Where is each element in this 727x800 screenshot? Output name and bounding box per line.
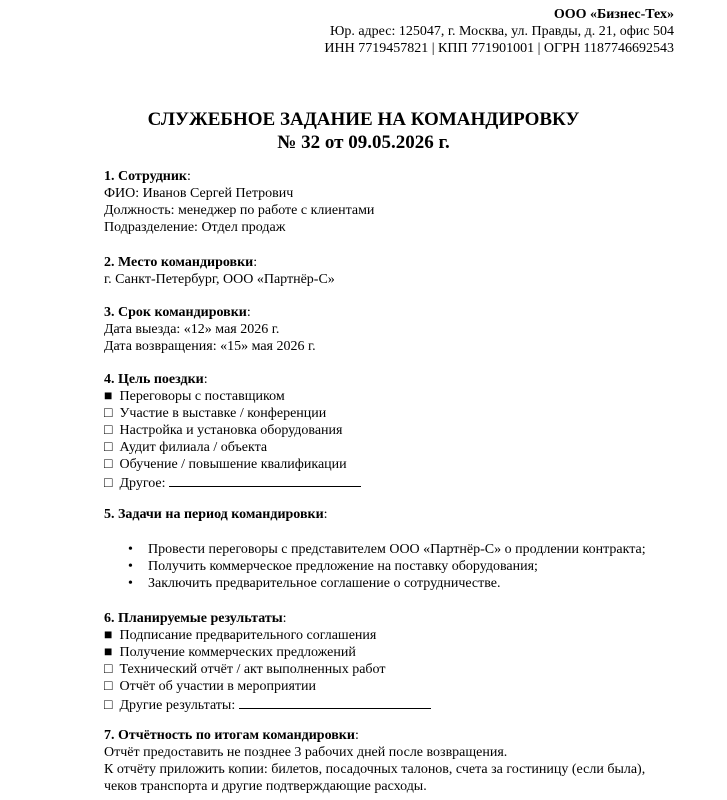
purpose-item: □ Аудит филиала / объекта bbox=[104, 440, 268, 455]
departure-date: Дата выезда: «12» мая 2026 г. bbox=[104, 322, 280, 337]
list-item: • Заключить предварительное соглашение о сотрудничестве. bbox=[128, 576, 501, 591]
company-header bbox=[324, 6, 674, 57]
company-requisites: ИНН 7719457821 | КПП 771901001 | ОГРН 1187746692543 bbox=[324, 41, 674, 56]
blank-line bbox=[169, 473, 361, 487]
result-item: □ Технический отчёт / акт выполненных работ bbox=[104, 662, 386, 677]
checkbox-empty-icon: □ bbox=[104, 698, 113, 713]
section-title: 7. Отчётность по итогам командировки: bbox=[104, 728, 359, 743]
section-title: 2. Место командировки: bbox=[104, 255, 258, 270]
section-place bbox=[104, 254, 704, 288]
bullet-icon: • bbox=[128, 542, 133, 557]
section-title: 5. Задачи на период командировки: bbox=[104, 507, 328, 522]
purpose-item-other: □ Другое: bbox=[104, 473, 704, 492]
list-item: • Получить коммерческое предложение на поставку оборудования; bbox=[128, 559, 538, 574]
checkbox-empty-icon: □ bbox=[104, 679, 113, 694]
document-title bbox=[0, 108, 727, 154]
bullet-icon: • bbox=[128, 576, 133, 591]
trip-place: г. Санкт-Петербург, ООО «Партнёр-С» bbox=[104, 272, 335, 287]
reporting-attachments: К отчёту приложить копии: билетов, посадочных талонов, счета за гостиницу (если была), bbox=[104, 762, 646, 777]
company-name: ООО «Бизнес-Тех» bbox=[553, 7, 674, 22]
list-item: • Провести переговоры с представителем ООО «Партнёр-С» о продлении контракта; bbox=[128, 542, 646, 557]
section-tasks bbox=[104, 506, 704, 523]
purpose-item: □ Настройка и установка оборудования bbox=[104, 423, 343, 438]
document-title-line1: СЛУЖЕБНОЕ ЗАДАНИЕ НА КОМАНДИРОВКУ bbox=[147, 109, 580, 130]
employee-position: Должность: менеджер по работе с клиентами bbox=[104, 203, 375, 218]
checkbox-checked-icon: ■ bbox=[104, 645, 113, 660]
blank-line bbox=[239, 695, 431, 709]
section-employee bbox=[104, 168, 704, 236]
result-item: □ Отчёт об участии в мероприятии bbox=[104, 679, 317, 694]
employee-department: Подразделение: Отдел продаж bbox=[104, 220, 286, 235]
purpose-item: □ Участие в выставке / конференции bbox=[104, 406, 327, 421]
result-item: ■ Получение коммерческих предложений bbox=[104, 645, 356, 660]
purpose-item: □ Обучение / повышение квалификации bbox=[104, 457, 347, 472]
result-item-other: □ Другие результаты: bbox=[104, 695, 704, 714]
result-item: ■ Подписание предварительного соглашения bbox=[104, 628, 377, 643]
purpose-item: ■ Переговоры с поставщиком bbox=[104, 389, 285, 404]
task-list bbox=[104, 541, 704, 592]
section-title: 3. Срок командировки: bbox=[104, 305, 251, 320]
reporting-deadline: Отчёт предоставить не позднее 3 рабочих дней после возвращения. bbox=[104, 745, 508, 760]
section-dates bbox=[104, 304, 704, 355]
section-results bbox=[104, 610, 704, 714]
checkbox-checked-icon: ■ bbox=[104, 389, 113, 404]
section-title: 4. Цель поездки: bbox=[104, 372, 208, 387]
checkbox-empty-icon: □ bbox=[104, 662, 113, 677]
section-purpose bbox=[104, 371, 704, 492]
section-title: 6. Планируемые результаты: bbox=[104, 611, 287, 626]
section-title: 1. Сотрудник: bbox=[104, 169, 191, 184]
checkbox-checked-icon: ■ bbox=[104, 628, 113, 643]
return-date: Дата возвращения: «15» мая 2026 г. bbox=[104, 339, 316, 354]
employee-fio: ФИО: Иванов Сергей Петрович bbox=[104, 186, 294, 201]
checkbox-empty-icon: □ bbox=[104, 457, 113, 472]
checkbox-empty-icon: □ bbox=[104, 406, 113, 421]
company-address: Юр. адрес: 125047, г. Москва, ул. Правды, д. 21, офис 504 bbox=[329, 24, 674, 39]
checkbox-empty-icon: □ bbox=[104, 476, 113, 491]
checkbox-empty-icon: □ bbox=[104, 440, 113, 455]
reporting-attachments-cont: чеков транспорта и другие подтверждающие расходы. bbox=[104, 779, 427, 794]
document-number-date: № 32 от 09.05.2026 г. bbox=[277, 132, 450, 153]
section-reporting bbox=[104, 727, 704, 795]
bullet-icon: • bbox=[128, 559, 133, 574]
checkbox-empty-icon: □ bbox=[104, 423, 113, 438]
